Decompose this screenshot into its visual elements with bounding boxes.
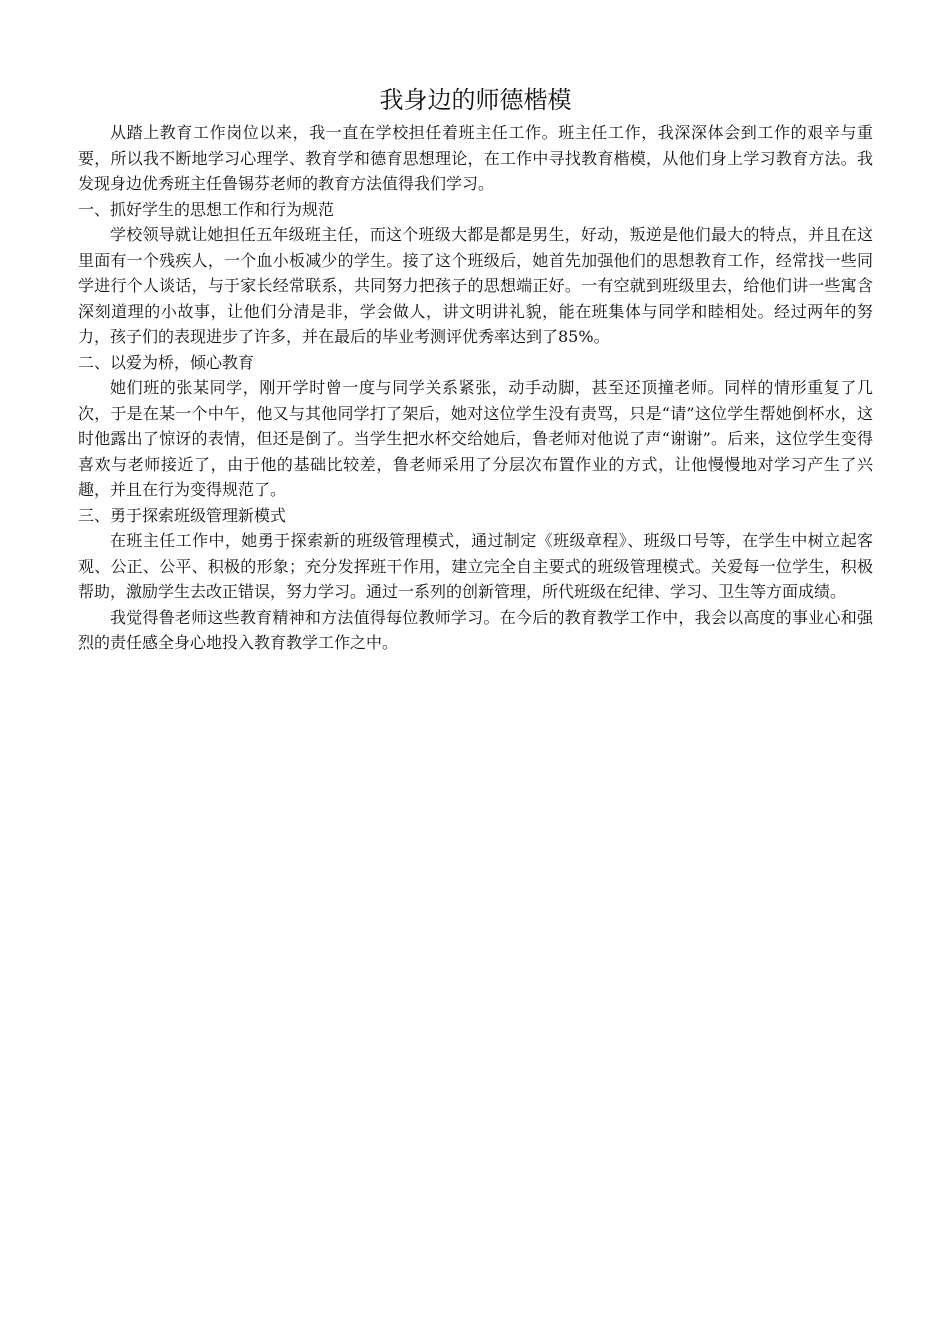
document-title: 我身边的师德楷模: [379, 86, 572, 114]
paragraph-section-2: 她们班的张某同学，刚开学时曾一度与同学关系紧张，动手动脚，甚至还顶撞老师。同样的情形重复了几次，于是在某一个中午，他又与其他同学打了架后，她对这位学生没有责骂，只是“请”这位学生帮她倒杯水，这时他露出了惊讶的表情，但还是倒了。当学生把水杯交给她后，鲁老师对他说了声“谢谢”。后来，这位学生变得喜欢与老师接近了，由于他的基础比较差，鲁老师采用了分层次布置作业的方式，让他慢慢地对学习产生了兴趣，并且在行为变得规范了。: [78, 378, 873, 499]
section-heading-2: 二、以爱为桥，倾心教育: [78, 352, 255, 372]
paragraph-section-3: 在班主任工作中，她勇于探索新的班级管理模式，通过制定《班级章程》、班级口号等，在学生中树立起客观、公正、公平、积极的形象；充分发挥班干作用，建立完全自主要式的班级管理模式。关爱每一位学生，积极帮助，激励学生去改正错误，努力学习。通过一系列的创新管理，所代班级在纪律、学习、卫生等方面成绩。: [78, 531, 873, 601]
section-heading-1: 一、抓好学生的思想工作和行为规范: [78, 199, 335, 219]
paragraph-conclusion: 我觉得鲁老师这些教育精神和方法值得每位教师学习。在今后的教育教学工作中，我会以高度的事业心和强烈的责任感全身心地投入教育教学工作之中。: [78, 607, 873, 652]
document-page: [78, 84, 873, 656]
section-heading-3: 三、勇于探索班级管理新模式: [78, 505, 287, 525]
paragraph-section-1: 学校领导就让她担任五年级班主任，而这个班级大都是都是男生，好动，叛逆是他们最大的特点，并且在这里面有一个残疾人，一个血小板减少的学生。接了这个班级后，她首先加强他们的思想教育工作，经常找一些同学进行个人谈话，与于家长经常联系，共同努力把孩子的思想端正好。一有空就到班级里去，给他们讲一些寓含深刻道理的小故事，让他们分清是非，学会做人，讲文明讲礼貌，能在班集体与同学和睦相处。经过两年的努力，孩子们的表现进步了许多，并在最后的毕业考测评优秀率达到了85%。: [78, 225, 873, 346]
paragraph-intro: 从踏上教育工作岗位以来，我一直在学校担任着班主任工作。班主任工作，我深深体会到工作的艰辛与重要，所以我不断地学习心理学、教育学和德育思想理论，在工作中寻找教育楷模，从他们身上学习教育方法。我发现身边优秀班主任鲁锡芬老师的教育方法值得我们学习。: [78, 123, 873, 193]
